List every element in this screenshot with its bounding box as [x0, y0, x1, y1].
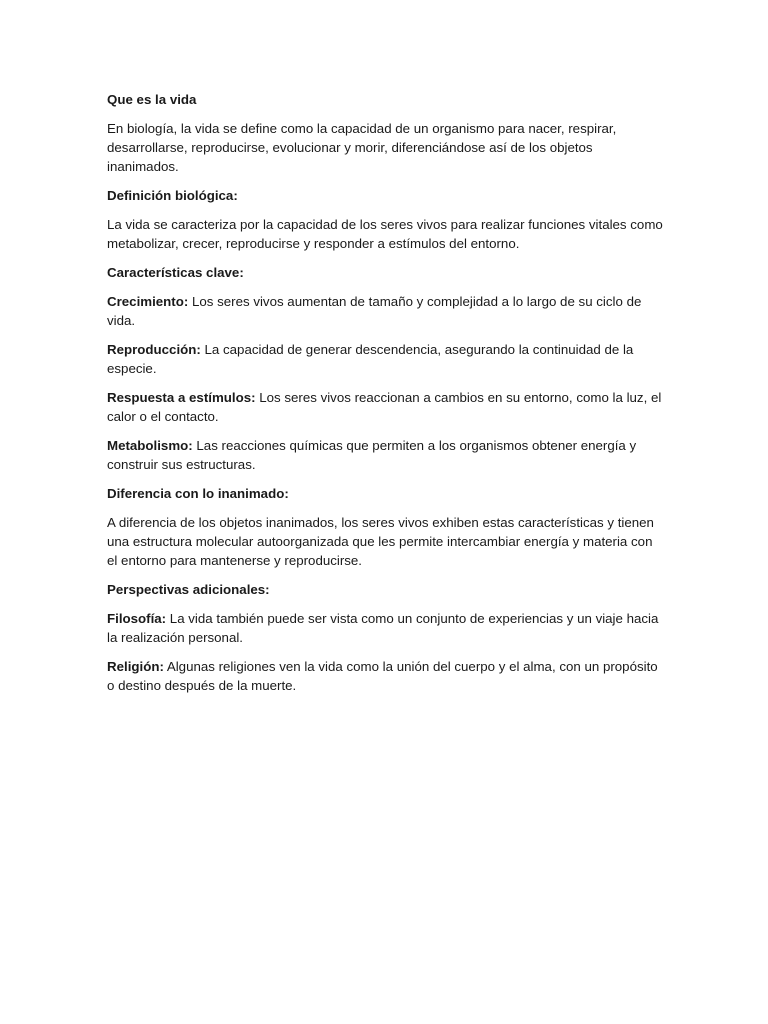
definition-heading: Definición biológica: [107, 188, 238, 203]
perspective-item-religion [107, 657, 665, 695]
characteristic-term: Respuesta a estímulos: [107, 390, 256, 405]
characteristic-item-growth [107, 292, 665, 330]
definition-paragraph: La vida se caracteriza por la capacidad de los seres vivos para realizar funciones vitales como metabolizar, crecer, reproducirse y responder a estímulos del entorno. [107, 217, 663, 251]
perspective-item-philosophy [107, 609, 665, 647]
characteristic-term: Crecimiento: [107, 294, 189, 309]
characteristic-text: Las reacciones químicas que permiten a los organismos obtener energía y construir sus estructuras. [107, 438, 637, 472]
characteristic-item-metabolism [107, 436, 665, 474]
difference-paragraph: A diferencia de los objetos inanimados, los seres vivos exhiben estas características y tienen una estructura molecular autoorganizada que les permite intercambiar energía y materia con el entorno para mantenerse y reproducirse. [107, 515, 654, 568]
perspective-term: Religión: [107, 659, 164, 674]
characteristic-text: Los seres vivos aumentan de tamaño y complejidad a lo largo de su ciclo de vida. [107, 294, 642, 328]
intro-paragraph: En biología, la vida se define como la capacidad de un organismo para nacer, respirar, desarrollarse, reproducirse, evolucionar y morir, diferenciándose así de los objetos inanimados. [107, 121, 617, 174]
characteristics-heading: Características clave: [107, 265, 244, 280]
characteristic-text: Los seres vivos reaccionan a cambios en su entorno, como la luz, el calor o el contacto. [107, 390, 662, 424]
characteristic-term: Reproducción: [107, 342, 201, 357]
document-title: Que es la vida [107, 92, 197, 107]
perspectives-heading: Perspectivas adicionales: [107, 582, 270, 597]
characteristic-term: Metabolismo: [107, 438, 193, 453]
difference-heading: Diferencia con lo inanimado: [107, 486, 289, 501]
characteristic-item-reproduction [107, 340, 665, 378]
perspective-text: La vida también puede ser vista como un conjunto de experiencias y un viaje hacia la realización personal. [107, 611, 659, 645]
perspective-term: Filosofía: [107, 611, 167, 626]
characteristic-item-response [107, 388, 665, 426]
document-body [107, 90, 665, 705]
perspective-text: Algunas religiones ven la vida como la unión del cuerpo y el alma, con un propósito o destino después de la muerte. [107, 659, 658, 693]
characteristic-text: La capacidad de generar descendencia, asegurando la continuidad de la especie. [107, 342, 634, 376]
